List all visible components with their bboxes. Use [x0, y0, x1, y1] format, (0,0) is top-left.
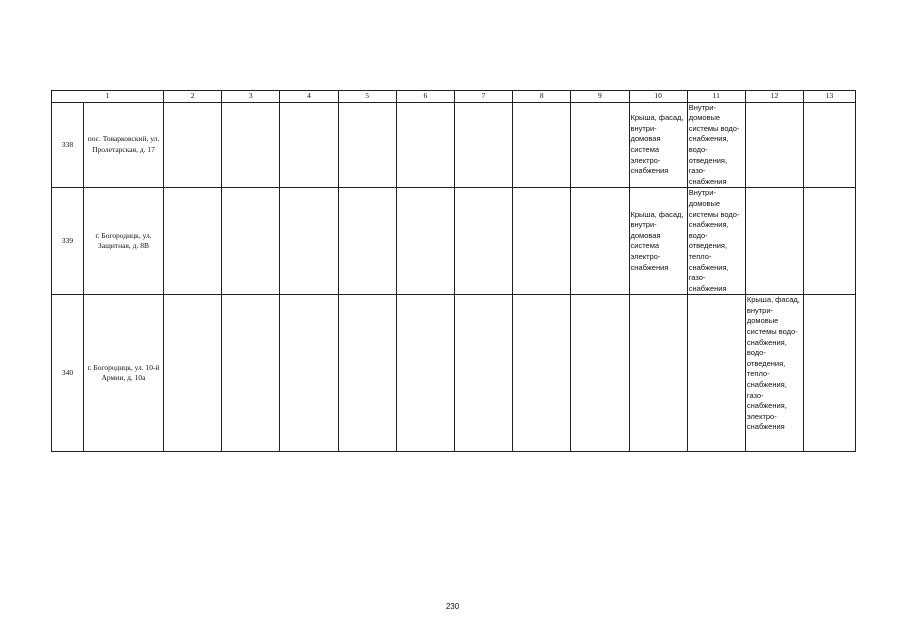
row-address: г. Богородицк, ул. Защитная, д. 8В	[84, 188, 164, 295]
row-address: пос. Товарковский, ул. Пролетарская, д. 17	[84, 102, 164, 188]
cell-empty	[454, 102, 512, 188]
cell-works-col11: Внутри- домовые системы водо- снабжения, водо- отведения, газо- снабжения	[687, 102, 745, 188]
table-row	[52, 102, 856, 188]
page-number: 230	[445, 602, 460, 611]
cell-empty	[396, 102, 454, 188]
cell-empty	[280, 295, 338, 452]
cell-empty	[745, 102, 803, 188]
cell-empty	[222, 295, 280, 452]
repair-schedule-table	[51, 90, 856, 452]
cell-empty	[629, 295, 687, 452]
cell-empty	[513, 102, 571, 188]
cell-empty	[396, 295, 454, 452]
cell-empty	[513, 295, 571, 452]
column-header-6: 6	[396, 91, 454, 103]
cell-empty	[164, 102, 222, 188]
cell-empty	[280, 102, 338, 188]
cell-empty	[804, 295, 856, 452]
table-row	[52, 188, 856, 295]
cell-empty	[804, 188, 856, 295]
column-header-9: 9	[571, 91, 629, 103]
cell-empty	[513, 188, 571, 295]
cell-empty	[454, 295, 512, 452]
cell-empty	[571, 295, 629, 452]
cell-empty	[164, 188, 222, 295]
cell-works-col11: Внутри- домовые системы водо- снабжения, водо- отведения, тепло- снабжения, газо- снабжения	[687, 188, 745, 295]
cell-empty	[804, 102, 856, 188]
cell-empty	[338, 295, 396, 452]
column-header-4: 4	[280, 91, 338, 103]
table-row	[52, 295, 856, 452]
cell-works-col10: Крыша, фасад, внутри- домовая система электро- снабжения	[629, 188, 687, 295]
column-number-header-row	[52, 91, 856, 103]
row-number: 340	[52, 295, 84, 452]
cell-empty	[338, 188, 396, 295]
column-header-11: 11	[687, 91, 745, 103]
cell-works-col10: Крыша, фасад, внутри- домовая система электро- снабжения	[629, 102, 687, 188]
cell-empty	[280, 188, 338, 295]
column-header-8: 8	[513, 91, 571, 103]
column-header-10: 10	[629, 91, 687, 103]
cell-empty	[571, 188, 629, 295]
column-header-2: 2	[164, 91, 222, 103]
cell-empty	[745, 188, 803, 295]
column-header-7: 7	[454, 91, 512, 103]
cell-empty	[396, 188, 454, 295]
cell-empty	[454, 188, 512, 295]
column-header-3: 3	[222, 91, 280, 103]
cell-empty	[164, 295, 222, 452]
row-number: 338	[52, 102, 84, 188]
cell-empty	[571, 102, 629, 188]
column-header-13: 13	[804, 91, 856, 103]
cell-empty	[338, 102, 396, 188]
cell-empty	[687, 295, 745, 452]
column-header-1: 1	[52, 91, 164, 103]
row-number: 339	[52, 188, 84, 295]
cell-empty	[222, 188, 280, 295]
column-header-5: 5	[338, 91, 396, 103]
cell-empty	[222, 102, 280, 188]
column-header-12: 12	[745, 91, 803, 103]
cell-works-col12: Крыша, фасад, внутри- домовые системы водо- снабжения, водо- отведения, тепло- снабжения, газо- снабжения, электро- снабжения	[745, 295, 803, 452]
row-address: г. Богородицк, ул. 10-й Армии, д. 10а	[84, 295, 164, 452]
